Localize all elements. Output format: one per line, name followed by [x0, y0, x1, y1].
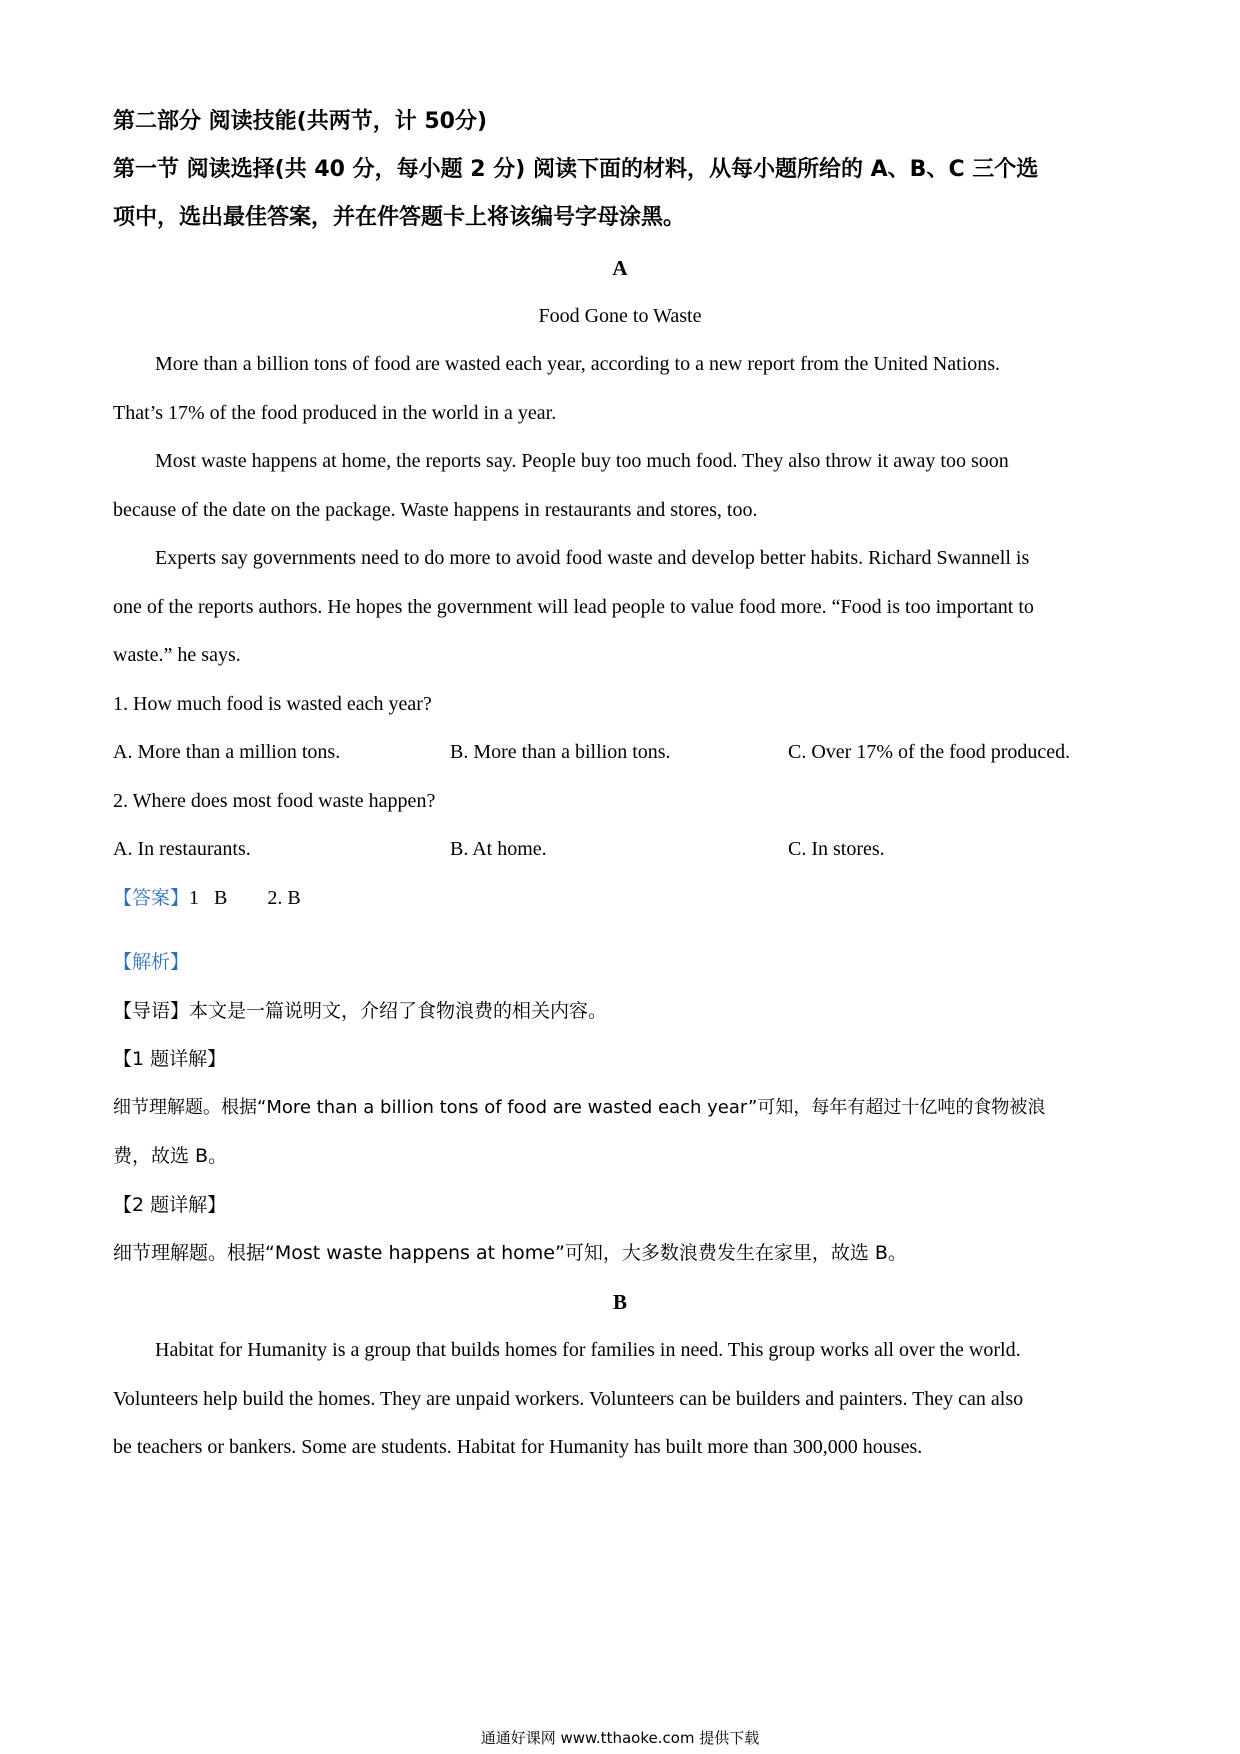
question-2-detail-label: 【2 题详解】: [113, 1194, 227, 1216]
answer-line: [113, 884, 1133, 912]
part-title: 第二部分 阅读技能(共两节，计 50分): [113, 109, 488, 134]
question-1-option-a: A. More than a million tons.: [113, 741, 341, 763]
passage-b-line: Volunteers help build the homes. They are unpaid workers. Volunteers can be builders and painters. They can also: [113, 1388, 1024, 1410]
section-instructions-line-1: 第一节 阅读选择(共 40 分，每小题 2 分) 阅读下面的材料，从每小题所给的 A、B、C 三个选: [113, 157, 1039, 182]
passage-a-line: Most waste happens at home, the reports say. People buy too much food. They also throw it away too soon: [155, 450, 1009, 472]
passage-a-line: waste.” he says.: [113, 644, 241, 666]
passage-a-letter: A: [612, 256, 628, 280]
passage-b-letter: B: [612, 1290, 627, 1314]
section-instructions-line-2: 项中，选出最佳答案，并在件答题卡上将该编号字母涂黑。: [113, 205, 686, 230]
passage-a-line: More than a billion tons of food are wasted each year, according to a new report from the United Nations.: [155, 353, 1001, 375]
passage-a-line: That’s 17% of the food produced in the world in a year.: [113, 402, 557, 424]
question-1-option-c: C. Over 17% of the food produced.: [788, 741, 1071, 763]
analysis-label: 【解析】: [113, 951, 190, 973]
question-1-stem: 1. How much food is wasted each year?: [113, 693, 432, 715]
question-2-detail-line-1: 细节理解题。根据“Most waste happens at home”可知，大多数浪费发生在家里，故选 B。: [113, 1242, 907, 1264]
passage-a-line: Experts say governments need to do more to avoid food waste and develop better habits. Richard Swannell is: [155, 547, 1030, 569]
question-2-option-c: C. In stores.: [788, 838, 885, 860]
question-1-detail-label: 【1 题详解】: [113, 1048, 227, 1070]
passage-a-line: because of the date on the package. Waste happens in restaurants and stores, too.: [113, 499, 758, 521]
question-2-option-a: A. In restaurants.: [113, 838, 251, 860]
question-1-detail-line-2: 费，故选 B。: [113, 1145, 228, 1167]
question-1-option-b: B. More than a billion tons.: [450, 741, 671, 763]
footer-watermark: 通通好课网 www.tthaoke.com 提供下载: [480, 1729, 760, 1747]
passage-a-line: one of the reports authors. He hopes the government will lead people to value food more. “Food is too important to: [113, 596, 1034, 618]
guide-text: 【导语】本文是一篇说明文，介绍了食物浪费的相关内容。: [113, 1000, 608, 1022]
passage-a-title: Food Gone to Waste: [538, 305, 702, 327]
question-1-detail-line-1: 细节理解题。根据“More than a billion tons of food are wasted each year”可知，每年有超过十亿吨的食物被浪: [113, 1097, 1046, 1118]
answer-label: 【答案】: [113, 887, 190, 909]
question-2-stem: 2. Where does most food waste happen?: [113, 790, 436, 812]
answer-text: 1 B 2. B: [189, 887, 301, 909]
question-2-option-b: B. At home.: [450, 838, 547, 860]
passage-b-line: be teachers or bankers. Some are students. Habitat for Humanity has built more than 300,000 houses.: [113, 1436, 923, 1458]
passage-b-line: Habitat for Humanity is a group that builds homes for families in need. This group works all over the world.: [155, 1339, 1021, 1361]
